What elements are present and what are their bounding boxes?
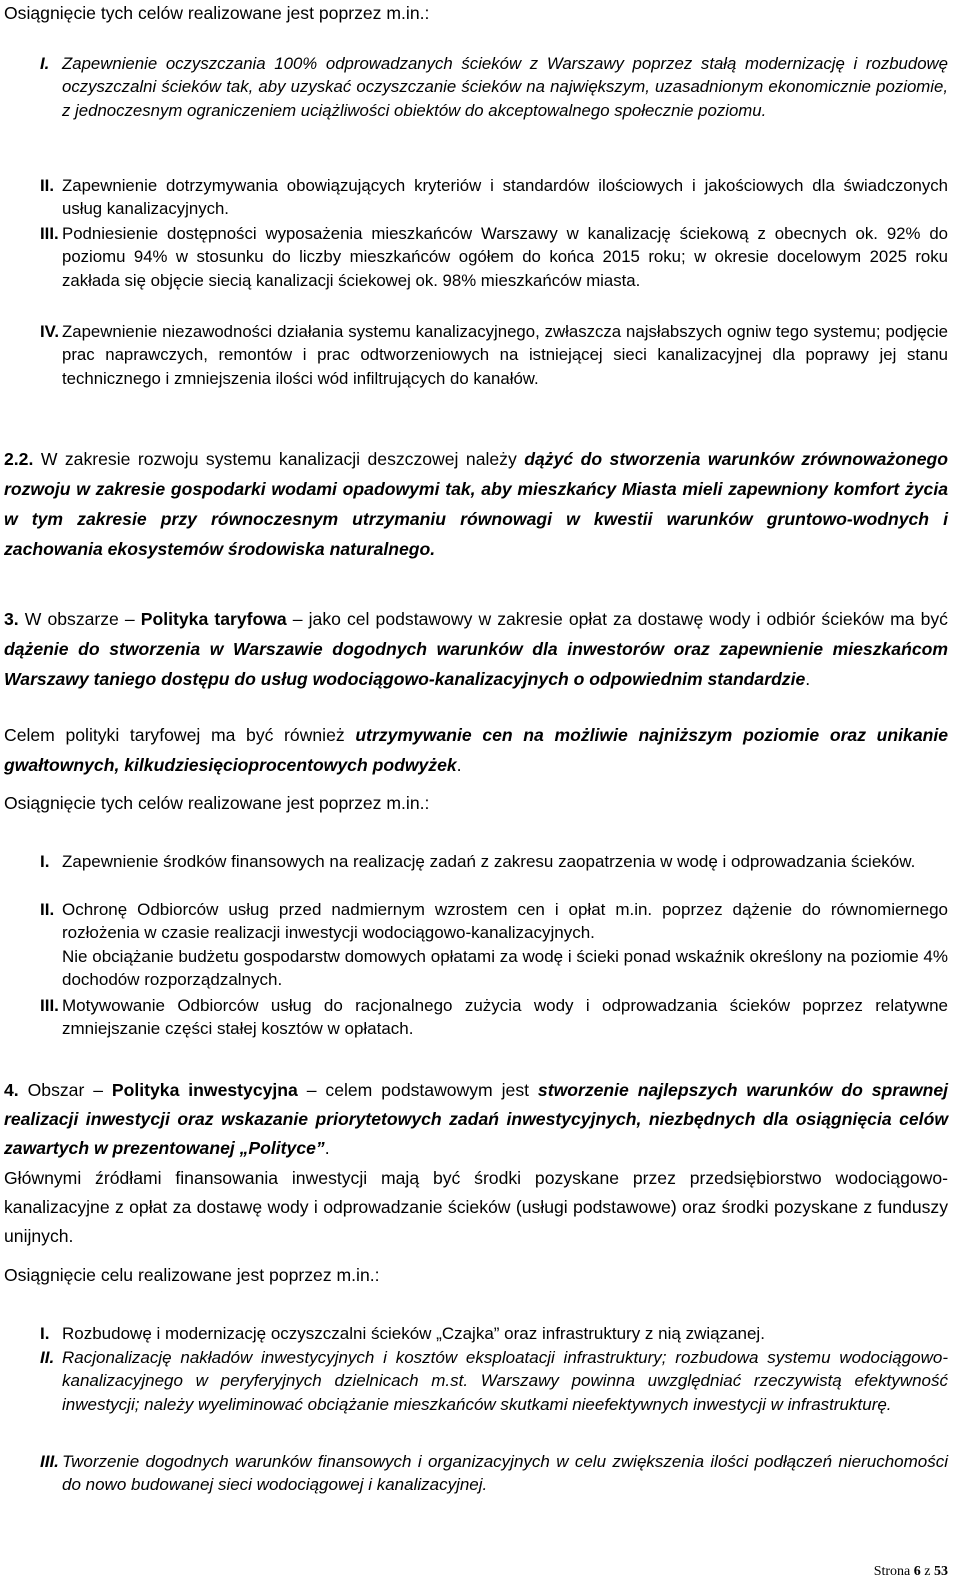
list-item [4, 898, 948, 945]
list-item [4, 52, 948, 122]
list-item [4, 1346, 948, 1416]
footer-label: Strona [873, 1564, 911, 1579]
goals-list-top [4, 52, 948, 122]
list-item [4, 222, 948, 292]
goals-list-4-2 [4, 1346, 948, 1416]
list-item [4, 1322, 948, 1345]
goals-list-3 [4, 850, 948, 873]
policy-name: Polityka inwestycyjna [111, 1080, 298, 1100]
list-text: Ochronę Odbiorców usług przed nadmiernym wzrostem cen i opłat m.in. poprzez dążenie do równomiernego rozłożenia w czasie realizacji inwestycji wodociągowo-kanalizacyjnych. [62, 900, 948, 943]
section-3 [4, 604, 948, 694]
list-text: Racjonalizację nakładów inwestycyjnych i kosztów eksploatacji infrastruktury; rozbudowa systemu wodociągowo-kanalizacyjnego w peryferyjnych dzielnicach m.st. Warszawy powinna uwzględniać rzeczywistą efektywność inwestycji; należy wyeliminować obciążanie mieszkańców skutkami nieefektywnych inwestycji w infrastrukturę. [62, 1348, 948, 1414]
section-emphasis: dążyć do stworzenia warunków zrównoważonego rozwoju w zakresie gospodarki wodami opadowymi tak, aby mieszkańcy Miasta mieli zapewniony komfort życia w tym zakresie przy równoczesnym utrzymaniu równowagi w kwestii warunków gruntowo-wodnych i zachowania ekosystemów środowiska naturalnego. [4, 449, 949, 559]
goals-list-top-3 [4, 222, 948, 292]
list-text: Podniesienie dostępności wyposażenia mieszkańców Warszawy w kanalizację ściekową z obecnych ok. 92% do poziomu 94% w stosunku do liczby mieszkańców ogółem do końca 2015 roku; w okresie docelowym 2025 roku zakłada się objęcie siecią kanalizacji ściekowej ok. 98% mieszkańców miasta. [62, 224, 948, 290]
section-3-paragraph-2 [4, 720, 948, 780]
list-number: IV. [40, 322, 59, 341]
section-text: – celem podstawowym jest [306, 1080, 530, 1100]
goals-list-4 [4, 1322, 948, 1345]
list-number: I. [40, 852, 50, 871]
list-number: II. [40, 900, 55, 919]
intro-text: Osiągnięcie tych celów realizowane jest poprzez m.in.: [4, 3, 430, 23]
footer-separator: z [924, 1564, 931, 1579]
list-number: I. [40, 54, 50, 73]
list-item [4, 1450, 948, 1497]
goals-list-3-3 [4, 994, 948, 1041]
list-text: Rozbudowę i modernizację oczyszczalni ścieków „Czajka” oraz infrastruktury z nią związanej. [62, 1324, 765, 1343]
list-item [4, 320, 948, 390]
list-text: Zapewnienie niezawodności działania systemu kanalizacyjnego, zwłaszcza najsłabszych ogniw tego systemu; podjęcie prac naprawczych, remontów i prac odtworzeniowych na istniejącej sieci kanalizacyjnej dla poprawy jej stanu technicznego i zmniejszenia ilości wód infiltrujących do kanałów. [62, 322, 948, 388]
goals-list-4-3 [4, 1450, 948, 1497]
list-number: III. [40, 224, 59, 243]
list-number: II. [40, 176, 54, 195]
section-emphasis: stworzenie najlepszych warunków do sprawnej realizacji inwestycji oraz wskazanie priorytetowych zadań inwestycyjnych, niezbędnych dla osiągnięcia celów zawartych w prezentowanej „Polityce” [4, 1080, 948, 1158]
section-4-paragraph-2: Głównymi źródłami finansowania inwestycji mają być środki pozyskane przez przedsiębiorstwo wodociągowo-kanalizacyjne z opłat za dostawę wody i odprowadzanie ścieków (usługi podstawowe) oraz środki pozyskane z funduszy unijnych. [4, 1168, 948, 1246]
intro-text: Osiągnięcie celu realizowane jest poprzez m.in.: [4, 1265, 380, 1285]
goals-list-3-2 [4, 898, 948, 992]
section-emphasis: dążenie do stworzenia w Warszawie dogodnych warunków dla inwestorów oraz zapewnienie mieszkańcom Warszawy taniego dostępu do usług wodociągowo-kanalizacyjnych o odpowiednim standardzie [4, 639, 948, 689]
section-text: Celem polityki taryfowej ma być również [4, 725, 345, 745]
goals-list-top-2 [4, 174, 948, 221]
list-text: Zapewnienie środków finansowych na realizację zadań z zakresu zaopatrzenia w wodę i odprowadzania ścieków. [62, 852, 916, 871]
list-number: III. [40, 996, 59, 1015]
policy-name: Polityka taryfowa [140, 609, 287, 629]
section-lead: W zakresie rozwoju systemu kanalizacji deszczowej należy [40, 449, 517, 469]
total-pages: 53 [934, 1564, 948, 1579]
list-text: Tworzenie dogodnych warunków finansowych i organizacyjnych w celu zwiększenia ilości podłączeń nieruchomości do nowo budowanej sieci wodociągowej i kanalizacyjnej. [62, 1452, 948, 1495]
list-number: II. [40, 1348, 55, 1367]
section-emphasis: utrzymywanie cen na możliwie najniższym poziomie oraz unikanie gwałtownych, kilkudziesięcioprocentowych podwyżek [4, 725, 949, 775]
section-text: – jako cel podstawowy w zakresie opłat za dostawę wody i odbiór ścieków ma być [292, 609, 948, 629]
section-text: . [324, 1138, 330, 1158]
section-text: . [805, 669, 811, 689]
section-number: 4. [4, 1080, 19, 1100]
section-number: 2.2. [4, 449, 34, 469]
section-text: . [456, 755, 462, 775]
list-text: Motywowanie Odbiorców usług do racjonalnego zużycia wody i odprowadzania ścieków poprzez relatywne zmniejszanie części stałej kosztów w opłatach. [62, 996, 948, 1039]
list-text: Zapewnienie dotrzymywania obowiązujących kryteriów i standardów ilościowych i jakościowych dla świadczonych usług kanalizacyjnych. [62, 176, 948, 219]
list-text: Zapewnienie oczyszczania 100% odprowadzanych ścieków z Warszawy poprzez stałą modernizację i rozbudowę oczyszczalni ścieków tak, aby uzyskać oczyszczanie ścieków na największym, uzasadnionym ekonomicznie poziomie, z jednoczesnym ograniczeniem uciążliwości obiektów do akceptowalnego społecznie poziomu. [62, 54, 948, 120]
section-text: W obszarze – [24, 609, 135, 629]
goals-list-top-4 [4, 320, 948, 390]
list-item [4, 850, 948, 873]
list-number: III. [40, 1452, 59, 1471]
list-item [4, 174, 948, 221]
list-item [4, 994, 948, 1041]
list-item-extra: Nie obciążanie budżetu gospodarstw domowych opłatami za wodę i ścieki ponad wskaźnik określony na poziomie 4% dochodów rozporządzalnych. [62, 946, 948, 990]
section-text: Obszar – [27, 1080, 103, 1100]
section-number: 3. [4, 609, 19, 629]
intro-text: Osiągnięcie tych celów realizowane jest poprzez m.in.: [4, 793, 430, 813]
page-footer [874, 1560, 948, 1583]
section-2-2 [4, 444, 948, 564]
current-page-number: 6 [913, 1564, 921, 1579]
section-4 [4, 1076, 948, 1163]
list-number: I. [40, 1324, 50, 1343]
